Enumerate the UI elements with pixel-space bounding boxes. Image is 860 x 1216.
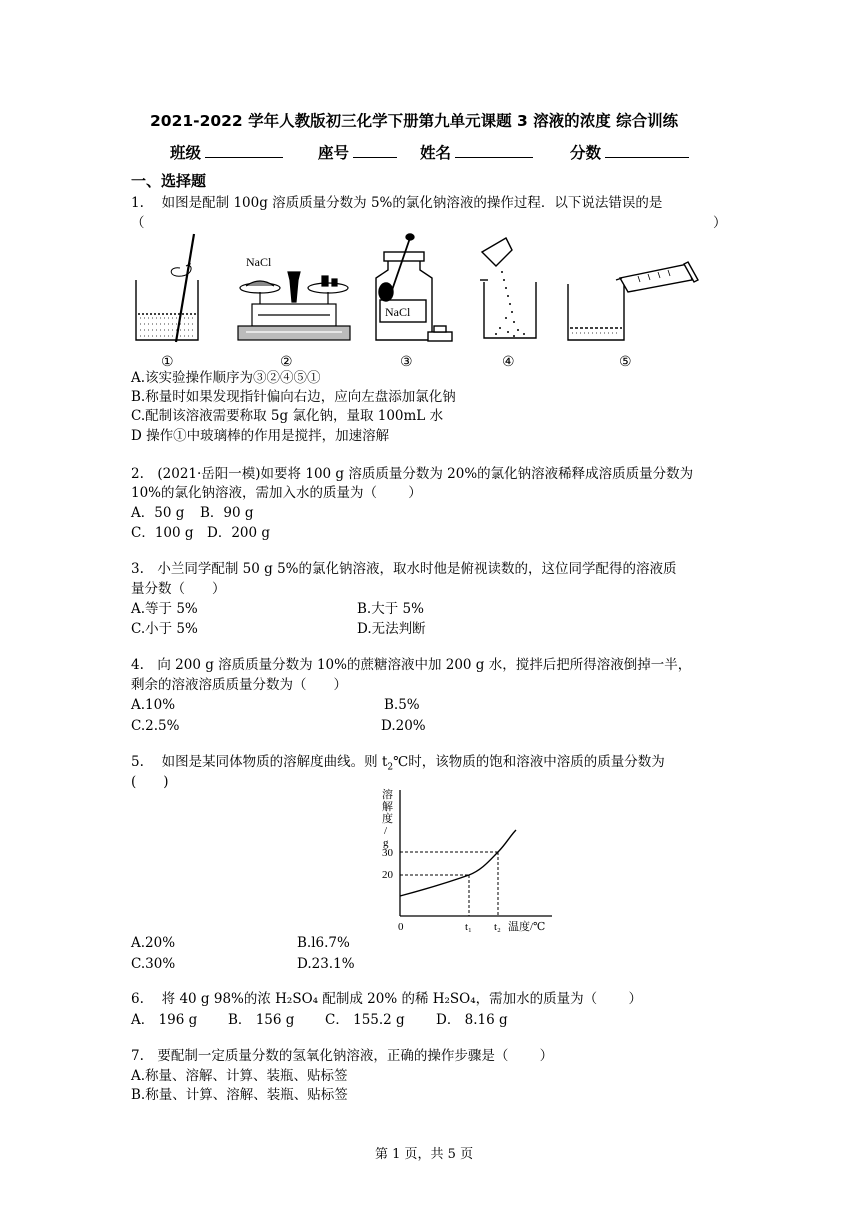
- q3-line2: 量分数（ ）: [131, 581, 226, 597]
- q6-option-b: B． 156 g: [228, 1012, 295, 1028]
- field-score-blank[interactable]: [605, 143, 689, 158]
- solubility-curve: [400, 830, 516, 896]
- q1-option-d: D 操作①中玻璃棒的作用是搅拌，加速溶解: [131, 428, 390, 444]
- q6-option-a: A． 196 g: [131, 1012, 198, 1028]
- q5-option-b: B.l6.7%: [297, 935, 350, 951]
- q6-option-d: D． 8.16 g: [436, 1012, 508, 1028]
- q5-line2: ( ): [131, 774, 169, 790]
- q4-line2: 剩余的溶液溶质质量分数为（ ）: [131, 677, 347, 693]
- ylabel-char-3: 度: [382, 813, 393, 825]
- q4-line1: 4. 向 200 g 溶质质量分数为 10%的蔗糖溶液中加 200 g 水，搅拌后把所得溶液倒掉一半，: [131, 657, 692, 673]
- fig-label-5: ⑤: [619, 355, 632, 370]
- q4-option-d: D.20%: [381, 718, 426, 734]
- q5-option-d: D.23.1%: [297, 956, 355, 972]
- nacl-label-top: NaCl: [246, 255, 272, 269]
- field-seat-blank[interactable]: [353, 143, 397, 158]
- xtick-t2: t₂: [494, 921, 501, 933]
- q1-stem: 1. 如图是配制 100g 溶质质量分数为 5%的氯化钠溶液的操作过程．以下说法错误的是: [131, 195, 663, 211]
- ytick-30: 30: [382, 847, 393, 859]
- pouring-solid-illustration: [480, 238, 536, 338]
- q1-paren-open: （: [131, 215, 145, 231]
- q1-figure: [128, 232, 728, 372]
- field-class-blank[interactable]: [205, 143, 283, 158]
- q2-option-b: B．90 g: [200, 505, 254, 521]
- q7-line1: 7. 要配制一定质量分数的氢氧化钠溶液，正确的操作步骤是（ ）: [131, 1048, 554, 1064]
- q2-option-a: A．50 g: [131, 505, 185, 521]
- field-class-label: 班级: [170, 144, 202, 162]
- ylabel-char-4: /: [384, 825, 388, 837]
- q4-option-c: C.2.5%: [131, 718, 180, 734]
- fig-label-4: ④: [502, 355, 515, 370]
- q5-line1: [131, 754, 665, 773]
- pouring-water-illustration: [568, 262, 698, 340]
- nacl-label-jar: NaCl: [385, 305, 411, 319]
- x-axis-label: 温度/℃: [508, 921, 546, 933]
- q2-line1: 2. (2021·岳阳一模)如要将 100 g 溶质质量分数为 20%的氯化钠溶液稀释成溶质质量分数为: [131, 466, 694, 482]
- field-score-label: 分数: [570, 144, 602, 162]
- fig-label-1: ①: [161, 355, 174, 370]
- q5-line1-pre: 5. 如图是某同体物质的溶解度曲线。则 t: [131, 754, 388, 770]
- field-seat-label: 座号: [318, 144, 350, 162]
- xtick-0: 0: [398, 921, 404, 933]
- field-name: [420, 143, 533, 163]
- field-score: [570, 143, 689, 163]
- ylabel-char-2: 解: [382, 801, 393, 813]
- q3-line1: 3. 小兰同学配制 50 g 5%的氯化钠溶液，取水时他是俯视读数的，这位同学配得的溶液质: [131, 561, 677, 577]
- q5-line1-post: ℃时，该物质的饱和溶液中溶质的质量分数为: [393, 754, 665, 770]
- ytick-20: 20: [382, 869, 393, 881]
- q7-option-b: B.称量、计算、溶解、装瓶、贴标签: [131, 1087, 348, 1103]
- q1-option-b: B.称量时如果发现指针偏向右边，应向左盘添加氯化钠: [131, 389, 456, 405]
- section-title: 一、选择题: [131, 172, 207, 190]
- q1-paren-close: ）: [713, 215, 727, 231]
- field-seat: [318, 143, 397, 163]
- q5-option-c: C.30%: [131, 956, 176, 972]
- q2-option-d: D．200 g: [207, 525, 271, 541]
- ylabel-char-5: g: [383, 837, 389, 849]
- xtick-t1: t₁: [465, 921, 472, 933]
- field-name-label: 姓名: [420, 144, 452, 162]
- q1-option-c: C.配制该溶液需要称取 5g 氯化钠，量取 100mL 水: [131, 408, 444, 424]
- q2-line2: 10%的氯化钠溶液，需加入水的质量为（ ）: [131, 485, 422, 501]
- fig-label-3: ③: [400, 355, 413, 370]
- q3-option-d: D.无法判断: [357, 621, 426, 637]
- q5-line1-sub: 2: [387, 762, 394, 773]
- q5-solubility-graph: [370, 784, 570, 936]
- q3-option-a: A.等于 5%: [131, 601, 198, 617]
- field-name-blank[interactable]: [455, 143, 533, 158]
- exam-title: 2021-2022 学年人教版初三化学下册第九单元课题 3 溶液的浓度 综合训练: [150, 112, 679, 130]
- q6-option-c: C． 155.2 g: [325, 1012, 405, 1028]
- beaker-with-rod-illustration: [136, 234, 198, 342]
- reagent-bottle-illustration: [376, 234, 452, 341]
- page-footer: 第 1 页，共 5 页: [375, 1147, 474, 1162]
- q4-option-b: B.5%: [384, 697, 420, 713]
- q1-option-a: A.该实验操作顺序为③②④⑤①: [131, 370, 321, 386]
- field-class: [170, 143, 283, 163]
- fig-label-2: ②: [280, 355, 293, 370]
- q7-option-a: A.称量、溶解、计算、装瓶、贴标签: [131, 1068, 348, 1084]
- q4-option-a: A.10%: [131, 697, 176, 713]
- q5-option-a: A.20%: [131, 935, 176, 951]
- q3-option-c: C.小于 5%: [131, 621, 198, 637]
- balance-scale-illustration: [238, 255, 350, 340]
- q6-line1: 6. 将 40 g 98%的浓 H₂SO₄ 配制成 20% 的稀 H₂SO₄，需加水的质量为（ ）: [131, 991, 642, 1007]
- q2-option-c: C．100 g: [131, 525, 194, 541]
- ylabel-char-1: 溶: [382, 789, 393, 801]
- q3-option-b: B.大于 5%: [357, 601, 424, 617]
